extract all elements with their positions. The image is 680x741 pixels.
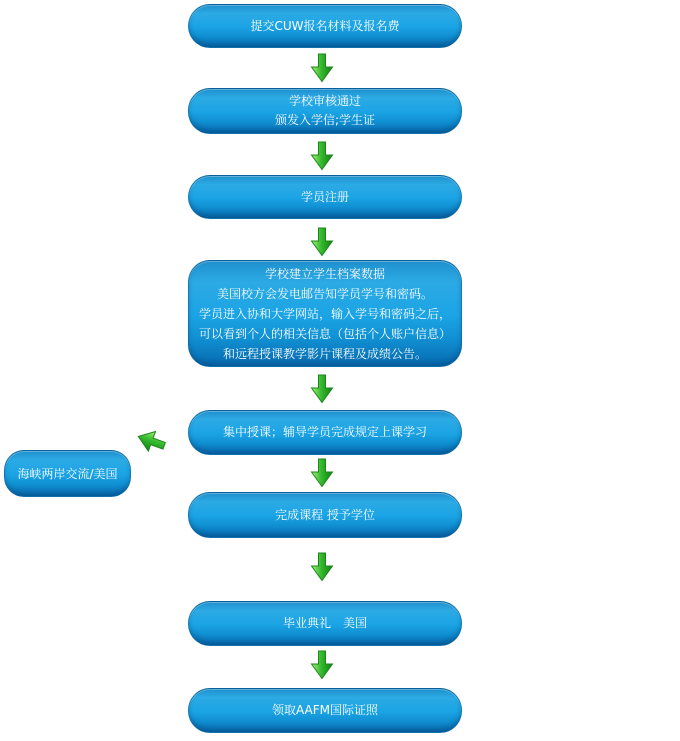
flow-node-text: 毕业典礼 美国	[282, 616, 367, 630]
flow-node-text: 和远程授课教学影片课程及成绩公告。	[222, 346, 427, 361]
flow-node-text: 颁发入学信;学生证	[274, 113, 376, 127]
arrow-down-icon	[310, 141, 334, 171]
flow-node-text: 海峡两岸交流/美国	[17, 467, 118, 481]
arrow-down-icon	[310, 53, 334, 83]
flow-node-intensive-teaching	[188, 410, 462, 455]
flow-node-text: 领取AAFM国际证照	[271, 703, 378, 717]
flow-node-text: 学员进入协和大学网站，输入学号和密码之后，	[198, 306, 451, 321]
arrow-down-icon	[310, 650, 334, 680]
flow-node-text: 学员注册	[300, 189, 349, 204]
flow-node-submit-application	[188, 4, 462, 48]
flow-node-cross-strait-exchange	[4, 450, 131, 497]
flow-node-text: 可以看到个人的相关信息（包括个人账户信息）	[198, 326, 451, 341]
flow-node-student-registration	[188, 175, 462, 219]
flow-node-text: 学校审核通过	[288, 94, 361, 108]
flow-node-text: 提交CUW报名材料及报名费	[250, 18, 400, 33]
flow-node-aafm-license	[188, 688, 462, 733]
arrow-down-icon	[310, 374, 334, 404]
flow-node-text: 集中授课；辅导学员完成规定上课学习	[222, 425, 427, 439]
flow-node-text: 美国校方会发电邮告知学员学号和密码。	[216, 286, 433, 301]
arrow-down-icon	[310, 552, 334, 582]
flow-node-graduation-ceremony	[188, 601, 462, 646]
flow-node-complete-course-degree	[188, 492, 462, 538]
flow-node-text: 完成课程 授予学位	[275, 507, 375, 522]
arrow-down-icon	[310, 458, 334, 488]
arrow-left-icon	[132, 424, 169, 459]
flow-node-text: 学校建立学生档案数据	[264, 266, 385, 281]
arrow-down-icon	[310, 227, 334, 257]
flow-node-student-archive	[188, 260, 462, 367]
flow-node-school-review	[188, 88, 462, 134]
